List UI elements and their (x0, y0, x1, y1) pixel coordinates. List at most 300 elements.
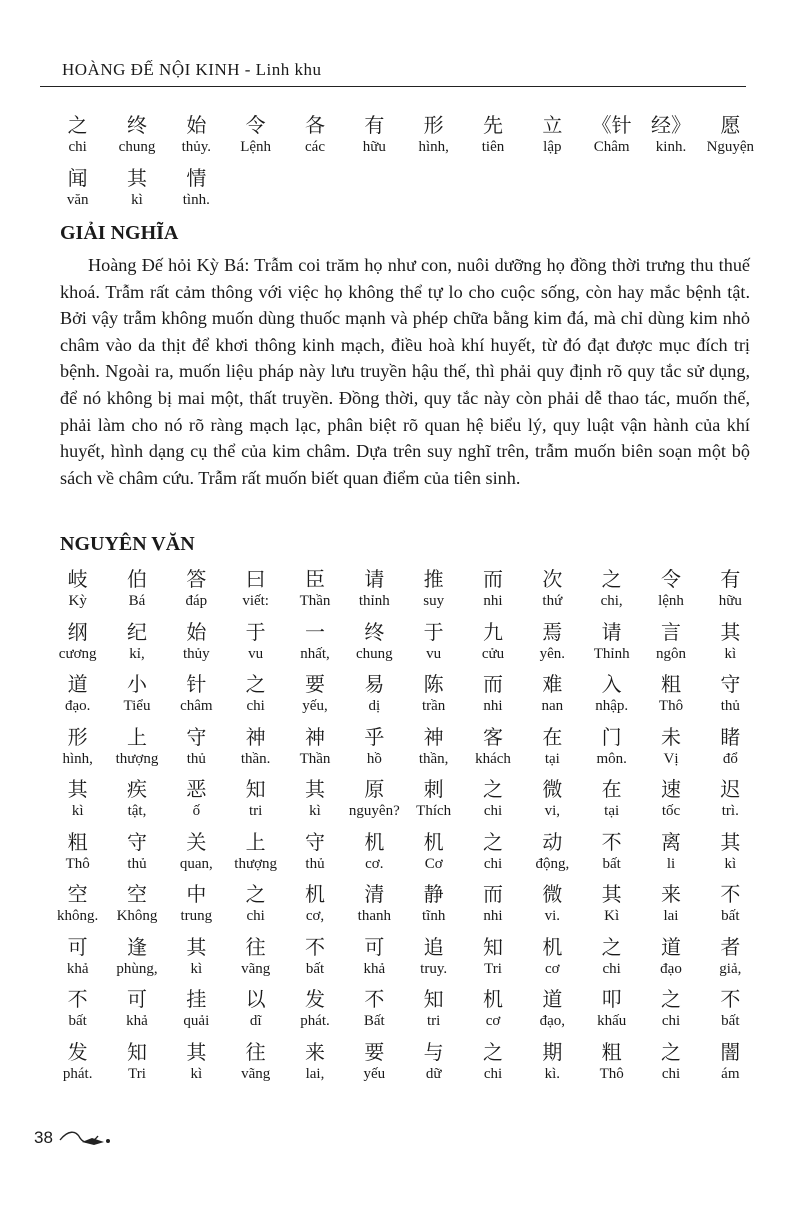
viet-reading: cơ, (305, 908, 325, 924)
text-row (48, 112, 760, 156)
char-cell (641, 829, 700, 873)
han-character: 上 (126, 724, 147, 749)
viet-reading: kì (190, 960, 203, 977)
viet-reading: tật, (127, 803, 147, 819)
char-cell (523, 829, 582, 873)
han-character: 终 (126, 113, 147, 137)
han-character: 其 (720, 829, 741, 854)
viet-reading: bất (305, 960, 325, 977)
char-cell (463, 724, 522, 768)
viet-reading: chung (118, 139, 156, 155)
char-cell (701, 881, 760, 925)
viet-reading: Thô (658, 698, 684, 714)
han-character: 纲 (67, 619, 88, 644)
viet-reading: dữ (425, 1065, 442, 1082)
text-row (48, 619, 760, 663)
viet-reading: phùng, (116, 960, 158, 977)
viet-reading: yếu, (302, 698, 328, 714)
han-character: 愿 (720, 113, 741, 137)
han-character: 始 (186, 113, 207, 137)
viet-reading: thanh (357, 908, 391, 924)
viet-reading: Tri (128, 1065, 146, 1082)
char-cell (285, 776, 344, 820)
han-character: 机 (364, 829, 385, 854)
char-cell (404, 619, 463, 663)
han-character: 速 (660, 777, 681, 801)
char-cell (167, 829, 226, 873)
char-cell (345, 112, 404, 156)
viet-reading: tĩnh (421, 908, 446, 924)
han-character: 在 (542, 724, 563, 749)
char-cell (582, 619, 641, 663)
text-row (48, 829, 760, 873)
char-cell (523, 619, 582, 663)
viet-reading: truy. (420, 960, 448, 977)
viet-reading: vi, (544, 803, 561, 819)
char-cell (463, 881, 522, 925)
char-cell (641, 986, 700, 1030)
han-character: 知 (423, 987, 444, 1011)
header-rule (40, 86, 746, 87)
char-cell (404, 986, 463, 1030)
char-cell (345, 881, 404, 925)
han-character: 挂 (186, 987, 207, 1011)
viet-reading: vi. (544, 908, 561, 924)
viet-reading: đổ (722, 750, 738, 767)
han-character: 不 (720, 987, 741, 1011)
char-cell (523, 934, 582, 978)
han-character: 机 (482, 987, 503, 1011)
char-cell (641, 112, 700, 156)
char-cell (285, 566, 344, 610)
char-cell (167, 986, 226, 1030)
han-character: 微 (542, 777, 563, 801)
viet-reading: trung (180, 908, 213, 924)
char-cell (107, 881, 166, 925)
han-character: 小 (126, 672, 147, 696)
char-cell (641, 776, 700, 820)
han-character: 难 (542, 672, 563, 696)
char-cell (701, 724, 760, 768)
han-character: 在 (601, 777, 622, 801)
han-character: 粗 (660, 672, 681, 696)
han-character: 不 (601, 829, 622, 854)
viet-reading: chi (483, 803, 503, 819)
viet-reading: đạo. (64, 698, 91, 714)
viet-reading: Lệnh (240, 139, 272, 155)
viet-reading: Bất (363, 1013, 385, 1029)
han-character: 其 (186, 934, 207, 959)
han-character: 机 (542, 934, 563, 959)
viet-reading: bất (68, 1013, 87, 1029)
viet-reading: khả (126, 1013, 148, 1029)
han-character: 来 (304, 1039, 325, 1064)
char-cell (107, 986, 166, 1030)
han-character: 之 (245, 672, 266, 696)
decorative-flourish-icon (58, 1126, 118, 1148)
char-cell (48, 724, 107, 768)
han-character: 道 (542, 987, 563, 1011)
viet-reading: vu (248, 645, 264, 662)
han-character: 纪 (126, 619, 147, 644)
char-cell (345, 619, 404, 663)
han-character: 可 (67, 934, 88, 959)
char-cell (463, 934, 522, 978)
char-cell (107, 619, 166, 663)
text-row (48, 776, 760, 820)
viet-reading: tốc (661, 803, 681, 819)
char-cell (226, 566, 285, 610)
char-cell (404, 881, 463, 925)
viet-reading: Thỉnh (593, 645, 630, 662)
han-character: 言 (660, 619, 681, 644)
char-cell (226, 112, 285, 156)
giai-nghia-paragraph: Hoàng Đế hỏi Kỳ Bá: Trẫm coi trăm họ như con, nuôi dưỡng họ đồng thời trưng thu thuế khoá. Trẫm rất cảm thông với việc họ không thể tự lo cho cuộc sống, còn hay mắc bệnh tật. Bởi vậy trẫm không muốn dùng thuốc mạnh và phép chữa bằng kim đá, mà chỉ dùng kim nhỏ châm vào da thịt để khơi thông kinh mạch, điều hoà khí huyết, từ đó đạt được mục đích trị bệnh. Ngoài ra, muốn liệu pháp này lưu truyền hậu thế, thì phải quy định rõ quy tắc sử dụng, để nó không bị mai một, thất truyền. Đồng thời, quy tắc này còn phải dễ thao tác, muốn thế, phải làm cho nó rõ ràng mạch lạc, phân biệt rõ quan hệ biểu lý, quy luật vận hành của khí huyết, hình dạng cụ thể của kim châm. Dựa trên suy nghĩ trên, trẫm muốn biên soạn một bộ sách về châm cứu. Trẫm rất muốn biết quan điểm của tiên sinh. (60, 255, 750, 488)
char-cell (463, 112, 522, 156)
han-character: 离 (660, 829, 681, 854)
char-cell (404, 829, 463, 873)
viet-reading: dĩ (249, 1013, 262, 1029)
viet-reading: cơ (485, 1013, 501, 1029)
viet-reading: kì (71, 803, 84, 819)
han-character: 而 (482, 882, 503, 906)
han-character: 焉 (542, 619, 563, 644)
char-cell (107, 829, 166, 873)
char-cell (285, 934, 344, 978)
char-cell (107, 566, 166, 610)
viet-reading: Thích (416, 803, 452, 819)
char-cell (582, 829, 641, 873)
viet-reading: khả (66, 960, 89, 977)
char-cell (582, 881, 641, 925)
char-cell (345, 724, 404, 768)
char-cell (48, 829, 107, 873)
char-cell (285, 1039, 344, 1083)
char-cell (463, 619, 522, 663)
han-character: 以 (245, 987, 266, 1011)
viet-reading: quải (183, 1013, 210, 1029)
viet-reading: chi (246, 698, 265, 714)
viet-reading: ám (721, 1065, 740, 1082)
viet-reading: hình, (418, 139, 449, 155)
char-cell (107, 776, 166, 820)
viet-reading: kinh. (655, 139, 687, 155)
han-character: 不 (720, 882, 741, 906)
han-character: 微 (542, 882, 563, 906)
viet-reading: cửu (481, 645, 505, 662)
han-character: 一 (304, 619, 325, 644)
viet-reading: thần. (240, 750, 271, 767)
char-cell (641, 881, 700, 925)
han-character: 知 (482, 934, 503, 959)
char-cell (285, 724, 344, 768)
han-character: 之 (482, 829, 503, 854)
han-character: 之 (660, 987, 681, 1011)
char-cell (701, 776, 760, 820)
viet-reading: cương (58, 645, 97, 662)
page-number: 38 (34, 1128, 53, 1147)
text-row (48, 165, 760, 209)
char-cell (641, 619, 700, 663)
viet-reading: giả, (719, 960, 742, 977)
char-cell (404, 934, 463, 978)
char-cell (701, 112, 760, 156)
section-title-nguyen-van: NGUYÊN VĂN (60, 533, 195, 555)
viet-reading: Thô (65, 855, 90, 872)
han-character: 守 (126, 829, 147, 854)
han-character: 知 (126, 1039, 147, 1064)
viet-reading: kì (309, 803, 321, 819)
han-character: 臣 (304, 567, 325, 591)
viet-reading: Thần (299, 593, 331, 609)
viet-reading: thượng (115, 750, 159, 767)
han-character: 终 (364, 619, 385, 644)
han-character: 九 (482, 619, 503, 644)
char-cell (523, 986, 582, 1030)
char-cell (48, 619, 107, 663)
char-cell (345, 776, 404, 820)
viet-reading: chi, (600, 593, 623, 609)
han-character: 来 (660, 882, 681, 906)
char-cell (701, 986, 760, 1030)
char-cell (226, 986, 285, 1030)
viet-reading: kì. (544, 1065, 561, 1082)
viet-reading: hữu (362, 139, 386, 155)
char-cell (107, 671, 166, 715)
han-character: 门 (601, 724, 622, 749)
han-character: 粗 (67, 829, 88, 854)
text-row (48, 1039, 760, 1083)
char-cell (167, 724, 226, 768)
char-cell (167, 619, 226, 663)
han-character: 其 (186, 1039, 207, 1064)
han-character: 令 (245, 113, 266, 137)
char-cell (404, 671, 463, 715)
han-character: 粗 (601, 1039, 622, 1064)
han-character: 有 (720, 567, 741, 591)
char-cell (48, 934, 107, 978)
char-cell (701, 566, 760, 610)
text-row (48, 566, 760, 610)
viet-reading: cơ. (365, 855, 384, 872)
han-character: 期 (542, 1039, 563, 1064)
han-character: 不 (304, 934, 325, 959)
char-cell (167, 776, 226, 820)
viet-reading: các (305, 139, 325, 155)
char-cell (48, 776, 107, 820)
char-cell (226, 619, 285, 663)
han-character: 动 (542, 829, 563, 854)
viet-reading: lệnh (658, 593, 684, 609)
viet-reading: phát. (300, 1013, 330, 1029)
char-cell (582, 671, 641, 715)
char-cell (523, 776, 582, 820)
viet-reading: kì (131, 192, 143, 208)
viet-reading: Thô (599, 1065, 624, 1082)
char-cell (463, 566, 522, 610)
char-cell (404, 776, 463, 820)
viet-reading: chi (661, 1013, 681, 1029)
viet-reading: li (666, 855, 676, 872)
viet-reading: nhi (483, 908, 503, 924)
han-character: 伯 (126, 567, 147, 591)
viet-reading: thủ (186, 750, 206, 767)
han-character: 原 (364, 777, 385, 801)
han-character: 迟 (720, 777, 741, 801)
char-cell (345, 566, 404, 610)
viet-reading: thủy. (181, 139, 212, 155)
char-cell (285, 829, 344, 873)
han-character: 其 (601, 882, 622, 906)
han-character: 推 (423, 567, 444, 591)
viet-reading: thủ (720, 698, 740, 714)
han-character: 睹 (720, 724, 741, 749)
han-character: 可 (364, 934, 385, 959)
char-cell (641, 1039, 700, 1083)
char-cell (463, 776, 522, 820)
han-character: 各 (304, 113, 325, 137)
han-character: 针 (186, 672, 207, 696)
viet-reading: thỉnh (358, 593, 390, 609)
viet-reading: đạo (660, 960, 682, 977)
char-cell (582, 934, 641, 978)
viet-reading: động, (535, 855, 570, 872)
char-cell (582, 112, 641, 156)
han-character: 其 (720, 619, 741, 644)
han-character: 有 (364, 113, 385, 137)
han-character: 疾 (126, 777, 147, 801)
han-character: 不 (67, 987, 88, 1011)
viet-reading: Thần (299, 750, 331, 767)
viet-reading: chi (602, 960, 621, 977)
han-character: 其 (126, 166, 147, 190)
char-cell (107, 165, 166, 209)
char-cell (404, 112, 463, 156)
char-cell (285, 671, 344, 715)
viet-reading: ngôn (655, 645, 686, 662)
char-cell (48, 1039, 107, 1083)
han-character: 形 (423, 113, 444, 137)
han-character: 闻 (67, 166, 88, 190)
viet-reading: tại (604, 803, 620, 819)
char-cell (107, 724, 166, 768)
viet-reading: thủ (127, 855, 147, 872)
char-cell (167, 566, 226, 610)
han-character: 岐 (67, 567, 88, 591)
han-character: 守 (720, 672, 741, 696)
viet-reading: Tri (484, 960, 502, 977)
viet-reading: nguyên? (348, 803, 400, 819)
viet-reading: tại (544, 750, 560, 767)
han-character: 于 (423, 619, 444, 644)
char-cell (582, 1039, 641, 1083)
char-cell (701, 671, 760, 715)
char-cell (167, 112, 226, 156)
viet-reading: Kì (604, 908, 620, 924)
han-character: 之 (601, 567, 622, 591)
viet-reading: không. (57, 908, 99, 924)
text-row (48, 881, 760, 925)
han-character: 之 (482, 1039, 503, 1064)
section-title-giai-nghia: GIẢI NGHĨA (60, 222, 179, 244)
han-character: 空 (67, 882, 88, 906)
han-character: 之 (660, 1039, 681, 1064)
han-character: 逢 (126, 934, 147, 959)
viet-reading: môn. (596, 750, 627, 767)
char-cell (463, 1039, 522, 1083)
viet-reading: văn (66, 192, 89, 208)
han-character: 要 (364, 1039, 385, 1064)
char-cell (285, 112, 344, 156)
han-character: 要 (304, 672, 325, 696)
char-cell (523, 724, 582, 768)
han-character: 恶 (186, 777, 207, 801)
char-cell (167, 934, 226, 978)
viet-reading: tình. (182, 192, 210, 208)
han-character: 闇 (720, 1039, 741, 1064)
char-cell (226, 776, 285, 820)
viet-reading: viết: (242, 593, 269, 609)
viet-reading: Cơ (424, 855, 443, 872)
han-character: 空 (126, 882, 147, 906)
viet-reading: Châm (593, 139, 630, 155)
char-cell (48, 112, 107, 156)
char-cell (523, 1039, 582, 1083)
char-cell (641, 671, 700, 715)
char-cell (345, 986, 404, 1030)
han-character: 先 (482, 113, 503, 137)
viet-reading: nhi (483, 593, 503, 609)
viet-reading: lai (663, 908, 679, 924)
han-character: 守 (186, 724, 207, 749)
han-character: 静 (423, 882, 444, 906)
viet-reading: chung (355, 645, 393, 662)
han-character: 上 (245, 829, 266, 854)
viet-reading: yếu (363, 1065, 386, 1082)
char-cell (48, 881, 107, 925)
char-cell (582, 986, 641, 1030)
char-cell (463, 986, 522, 1030)
han-character: 知 (245, 777, 266, 801)
viet-reading: chi (483, 855, 503, 872)
viet-reading: đạo, (539, 1013, 566, 1029)
char-cell (404, 724, 463, 768)
char-cell (523, 671, 582, 715)
char-cell (641, 934, 700, 978)
char-cell (226, 1039, 285, 1083)
viet-reading: chi (246, 908, 265, 924)
han-character: 道 (660, 934, 681, 959)
char-cell (641, 566, 700, 610)
viet-reading: bất (721, 908, 740, 924)
viet-reading: trần (421, 698, 446, 714)
viet-reading: thủ (305, 855, 325, 872)
char-cell (167, 881, 226, 925)
char-cell (345, 829, 404, 873)
han-character: 陈 (423, 672, 444, 696)
viet-reading: dị (368, 698, 381, 714)
viet-reading: chi (483, 1065, 503, 1082)
char-cell (285, 986, 344, 1030)
char-cell (48, 986, 107, 1030)
char-cell (582, 724, 641, 768)
han-character: 入 (601, 672, 622, 696)
viet-reading: thần, (418, 750, 449, 767)
han-character: 次 (542, 567, 563, 591)
viet-reading: phát. (62, 1065, 93, 1082)
viet-reading: vãng (241, 1065, 271, 1082)
han-character: 叩 (601, 987, 622, 1011)
